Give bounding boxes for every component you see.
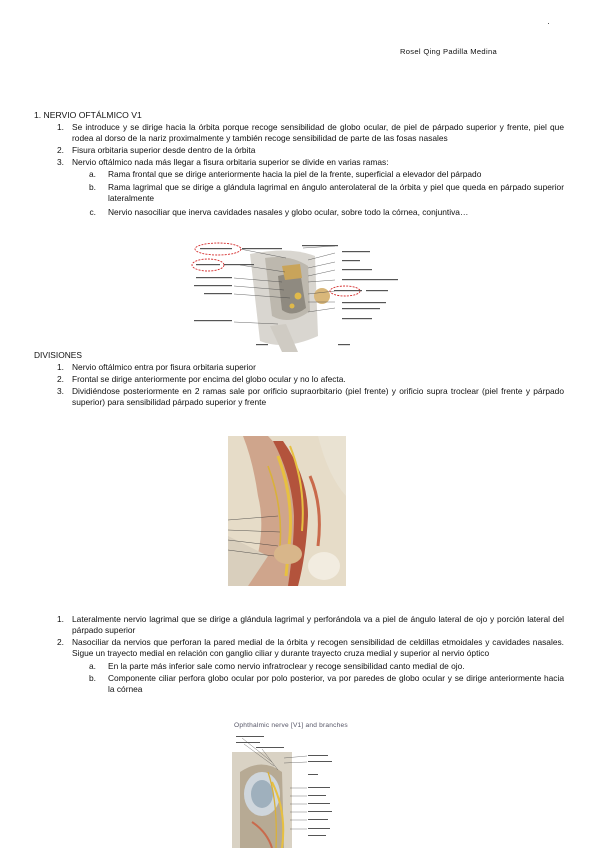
- author-name: Rosel Qing Padilla Medina: [400, 47, 497, 56]
- list-item: Nasociliar da nervios que perforan la pared medial de la órbita y recogen sensibilidad de celdillas etmoidales y cavidades nasales. Sigue un trayecto medial en relación con ganglio ciliar y durante trayecto cruza medial y superior al nervio óptico: [72, 637, 564, 658]
- ophthalmic-branches-illustration: [232, 732, 344, 848]
- figure-orbit-dissection: [228, 436, 346, 586]
- figure-orbit-diagram: [190, 236, 400, 352]
- section-heading-divisiones: DIVISIONES: [34, 350, 82, 360]
- list-number: 2.: [57, 637, 64, 647]
- list-number: 2.: [57, 374, 64, 384]
- page-mark: [548, 23, 549, 24]
- list-item: Lateralmente nervio lagrimal que se dirige a glándula lagrimal y perforándola va a piel de ángulo lateral de ojo y porción lateral del párpado superior: [72, 614, 564, 635]
- list-number: 1.: [57, 362, 64, 372]
- list-subitem: Rama frontal que se dirige anteriormente hacia la piel de la frente, superficial a elevador del párpado: [108, 169, 482, 179]
- list-subitem: Rama lagrimal que se dirige a glándula lagrimal en ángulo anterolateral de la órbita y piel que queda en párpado superior lateralmente: [108, 182, 564, 203]
- list-number: 1.: [57, 614, 64, 624]
- list-subitem: Componente ciliar perfora globo ocular por polo posterior, va por paredes de globo ocular y se dirige anteriormente hacia la córnea: [108, 673, 564, 694]
- list-item: Se introduce y se dirige hacia la órbita porque recoge sensibilidad de globo ocular, de piel de párpado superior y frente, piel que rodea al dorso de la nariz proximalmente y también recoge sensibilidad de parte de las fosas nasales: [72, 122, 564, 143]
- orbit-anatomy-illustration: [190, 236, 400, 352]
- list-item: Fisura orbitaria superior desde dentro de la órbita: [72, 145, 256, 155]
- list-item: Nervio oftálmico nada más llegar a fisura orbitaria superior se divide en varias ramas:: [72, 157, 389, 167]
- figure-title: Ophthalmic nerve [V1] and branches: [234, 722, 348, 729]
- list-number: 3.: [57, 386, 64, 396]
- list-subitem: Nervio nasociliar que inerva cavidades nasales y globo ocular, sobre todo la córnea, conjuntiva…: [108, 207, 469, 217]
- list-letter: b.: [89, 182, 96, 192]
- orbit-dissection-illustration: [228, 436, 346, 586]
- list-letter: a.: [89, 661, 96, 671]
- list-item: Nervio oftálmico entra por fisura orbitaria superior: [72, 362, 256, 372]
- list-letter: a.: [89, 169, 96, 179]
- list-subitem: En la parte más inferior sale como nervio infratroclear y recoge sensibilidad canto medial de ojo.: [108, 661, 465, 671]
- section-heading-oftalmico: 1. NERVIO OFTÁLMICO V1: [34, 110, 142, 120]
- figure-ophthalmic-branches: [232, 732, 344, 848]
- list-number: 1.: [57, 122, 64, 132]
- list-item: Dividiéndose posteriormente en 2 ramas sale por orificio supraorbitario (piel frente) y orificio supra troclear (piel frente y párpado superior) para sensibilidad párpado superior y frente: [72, 386, 564, 407]
- list-number: 2.: [57, 145, 64, 155]
- list-letter: c.: [89, 207, 96, 217]
- list-item: Frontal se dirige anteriormente por encima del globo ocular y no lo afecta.: [72, 374, 346, 384]
- list-number: 3.: [57, 157, 64, 167]
- list-letter: b.: [89, 673, 96, 683]
